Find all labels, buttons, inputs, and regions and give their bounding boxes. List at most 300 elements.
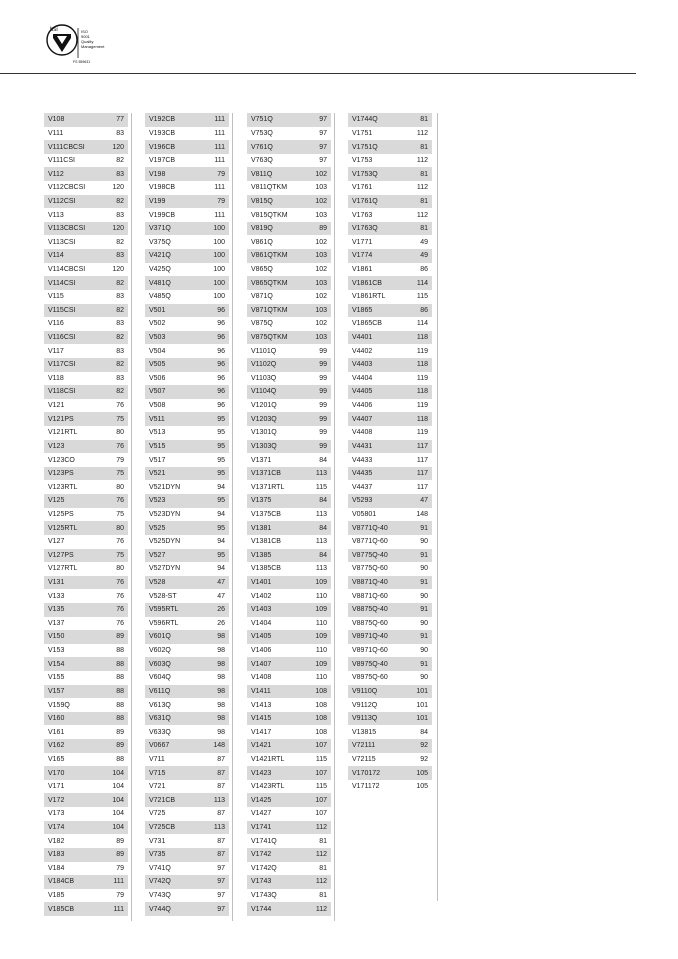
index-row: [348, 358, 432, 372]
product-code: V1415: [251, 715, 272, 723]
product-code: V185: [48, 892, 65, 900]
product-code: V113CBCSI: [48, 225, 86, 233]
page-number: 103: [315, 184, 327, 192]
page-number: 101: [416, 701, 428, 709]
index-row: [247, 644, 331, 658]
page-number: 75: [116, 510, 124, 518]
index-row: [44, 480, 128, 494]
index-row: [247, 508, 331, 522]
product-code: V111CBCSI: [48, 143, 85, 151]
page-number: 97: [217, 892, 225, 900]
index-row: [348, 549, 432, 563]
page-number: 109: [315, 633, 327, 641]
page-number: 83: [116, 129, 124, 137]
product-code: V631Q: [149, 715, 171, 723]
page-number: 79: [116, 892, 124, 900]
product-code: V528: [149, 579, 166, 587]
product-code: V170: [48, 769, 65, 777]
product-code: V8975Q-40: [352, 660, 388, 668]
page-number: 76: [116, 442, 124, 450]
index-row: [145, 644, 229, 658]
index-row: [247, 385, 331, 399]
page-number: 96: [217, 347, 225, 355]
product-code: V603Q: [149, 660, 171, 668]
page-number: 111: [214, 157, 225, 165]
product-code: V1417: [251, 728, 272, 736]
product-code: V1761Q: [352, 197, 378, 205]
index-row: [348, 630, 432, 644]
index-row: [44, 739, 128, 753]
index-row: [247, 902, 331, 916]
index-row: [44, 399, 128, 413]
page-number: 87: [217, 769, 225, 777]
index-row: [247, 848, 331, 862]
index-row: [247, 589, 331, 603]
index-row: [44, 821, 128, 835]
page-number: 90: [420, 647, 428, 655]
product-code: V527: [149, 551, 166, 559]
page-number: 99: [319, 374, 327, 382]
index-row: [348, 657, 432, 671]
index-row: [348, 671, 432, 685]
index-row: [44, 902, 128, 916]
index-row: [348, 208, 432, 222]
page-number: 95: [217, 497, 225, 505]
page-number: 98: [217, 728, 225, 736]
page-number: 97: [217, 878, 225, 886]
product-code: V114CBCSI: [48, 266, 86, 273]
index-row: [145, 698, 229, 712]
index-row: [145, 535, 229, 549]
index-row: [348, 617, 432, 631]
product-code: V721: [149, 783, 166, 791]
index-row: [348, 344, 432, 358]
product-code: V1375: [251, 497, 272, 505]
index-row: [145, 862, 229, 876]
page-number: 82: [116, 157, 124, 165]
product-code: V1405: [251, 633, 272, 641]
index-row: [247, 630, 331, 644]
product-code: V861Q: [251, 238, 273, 246]
product-code: V150: [48, 633, 65, 641]
page-number: 76: [116, 579, 124, 587]
index-row: [44, 848, 128, 862]
page-number: 118: [416, 334, 428, 342]
product-code: V72115: [352, 755, 376, 763]
index-row: [145, 766, 229, 780]
page-number: 92: [420, 742, 428, 750]
page-number: 118: [416, 415, 428, 423]
product-code: V72111: [352, 742, 376, 750]
index-row: [145, 834, 229, 848]
product-code: V113CSI: [48, 238, 76, 246]
page-number: 92: [420, 755, 428, 763]
product-code: V8771Q-40: [352, 524, 388, 532]
page-number: 110: [315, 674, 327, 682]
index-row: [247, 671, 331, 685]
index-row: [348, 181, 432, 195]
page-number: 76: [116, 538, 124, 546]
index-row: [44, 889, 128, 903]
page-number: 103: [315, 252, 327, 260]
index-row: [44, 113, 128, 127]
index-row: [44, 154, 128, 168]
page-number: 103: [315, 306, 327, 314]
product-code: V9110Q: [352, 687, 378, 695]
product-code: V115: [48, 293, 64, 301]
page-number: 113: [315, 538, 327, 546]
index-row: [145, 508, 229, 522]
header-rule: [0, 73, 636, 74]
svg-text:bsi: bsi: [50, 27, 58, 33]
index-row: [145, 181, 229, 195]
index-row: [145, 140, 229, 154]
index-row: [247, 113, 331, 127]
page-number: 87: [217, 851, 225, 859]
product-code: V125: [48, 497, 65, 505]
index-row: [247, 154, 331, 168]
index-row: [44, 167, 128, 181]
index-row: [247, 140, 331, 154]
page-number: 113: [315, 470, 327, 478]
product-code: V1742: [251, 851, 272, 859]
page-number: 113: [213, 796, 225, 804]
page-number: 100: [213, 238, 225, 246]
page-number: 81: [420, 116, 428, 124]
product-code: V4404: [352, 374, 373, 382]
product-code: V4405: [352, 388, 373, 396]
page-number: 80: [116, 483, 124, 491]
product-code: V116: [48, 320, 64, 328]
page-number: 97: [217, 905, 225, 913]
index-row: [44, 576, 128, 590]
page-number: 115: [315, 755, 327, 763]
index-row: [44, 331, 128, 345]
index-row: [145, 399, 229, 413]
index-row: [348, 263, 432, 277]
product-code: V121: [48, 402, 65, 410]
product-code: V601Q: [149, 633, 171, 641]
page-number: 88: [116, 647, 124, 655]
index-row: [247, 344, 331, 358]
product-code: V127RTL: [48, 565, 78, 573]
product-code: V118CSI: [48, 388, 76, 396]
product-code: V528-ST: [149, 592, 177, 600]
index-row: [247, 685, 331, 699]
page-number: 83: [116, 211, 124, 219]
product-code: V1408: [251, 674, 272, 682]
page-number: 100: [213, 279, 225, 287]
page-number: 75: [116, 551, 124, 559]
product-code: V0667: [149, 742, 170, 750]
page-number: 95: [217, 442, 225, 450]
page-number: 99: [319, 361, 327, 369]
page-number: 84: [319, 497, 327, 505]
product-code: V763Q: [251, 157, 273, 165]
index-row: [145, 589, 229, 603]
product-code: V161: [48, 728, 65, 736]
page-number: 98: [217, 687, 225, 695]
product-code: V485Q: [149, 293, 171, 301]
product-code: V1371RTL: [251, 483, 285, 491]
index-row: [44, 630, 128, 644]
page-number: 82: [116, 238, 124, 246]
page-number: 88: [116, 701, 124, 709]
index-row: [348, 331, 432, 345]
product-code: V114CSI: [48, 279, 76, 287]
product-code: V13815: [352, 728, 377, 736]
index-row: [44, 657, 128, 671]
page-number: 112: [416, 129, 428, 137]
product-code: V127: [48, 538, 65, 546]
page-number: 97: [319, 157, 327, 165]
page-number: 89: [116, 742, 124, 750]
index-row: [348, 195, 432, 209]
page-number: 109: [315, 660, 327, 668]
index-row: [247, 208, 331, 222]
column-divider: [334, 113, 335, 921]
page-number: 90: [420, 538, 428, 546]
product-code: V1301Q: [251, 429, 277, 437]
index-row: [247, 875, 331, 889]
page-number: 118: [416, 361, 428, 369]
page-number: 117: [416, 456, 428, 464]
product-code: V193CB: [149, 129, 176, 137]
page-number: 26: [217, 619, 225, 627]
index-row: [145, 902, 229, 916]
page-number: 102: [315, 170, 327, 178]
product-code: V173: [48, 810, 65, 818]
page-number: 83: [116, 170, 124, 178]
product-code: V604Q: [149, 674, 171, 682]
product-code: V8971Q-60: [352, 647, 388, 655]
index-row: [247, 739, 331, 753]
page-number: 100: [213, 293, 225, 301]
page-number: 111: [214, 211, 225, 219]
page-number: 120: [112, 184, 124, 192]
page-number: 81: [319, 837, 327, 845]
index-row: [247, 249, 331, 263]
product-code: V1402: [251, 592, 272, 600]
product-code: V111CSI: [48, 157, 75, 165]
product-code: V502: [149, 320, 166, 328]
page-number: 76: [116, 619, 124, 627]
bsi-logo: [45, 22, 115, 66]
index-row: [348, 508, 432, 522]
page-number: 102: [315, 293, 327, 301]
product-code: V871Q: [251, 293, 273, 301]
index-row: [247, 494, 331, 508]
column-divider: [437, 113, 438, 901]
page-number: 95: [217, 415, 225, 423]
product-code: V8875Q-40: [352, 606, 388, 614]
index-row: [247, 467, 331, 481]
page-number: 108: [315, 701, 327, 709]
product-code: V123: [48, 442, 65, 450]
page-number: 96: [217, 388, 225, 396]
product-code: V513: [149, 429, 166, 437]
product-code: V157: [48, 687, 65, 695]
product-code: V1751Q: [352, 143, 378, 151]
product-code: V182: [48, 837, 65, 845]
index-row: [44, 344, 128, 358]
column-divider: [232, 113, 233, 921]
index-row: [348, 290, 432, 304]
index-row: [44, 140, 128, 154]
index-row: [145, 712, 229, 726]
product-code: V5293: [352, 497, 373, 505]
product-code: V711: [149, 755, 165, 763]
index-row: [348, 480, 432, 494]
product-code: V1401: [251, 579, 272, 587]
page-number: 83: [116, 374, 124, 382]
page-number: 94: [217, 510, 225, 518]
index-row: [348, 685, 432, 699]
page-number: 87: [217, 755, 225, 763]
index-row: [247, 725, 331, 739]
page-number: 98: [217, 660, 225, 668]
index-row: [145, 576, 229, 590]
index-row: [247, 372, 331, 386]
product-code: V1753Q: [352, 170, 378, 178]
page-number: 115: [315, 483, 327, 491]
product-code: V595RTL: [149, 606, 179, 614]
index-row: [247, 276, 331, 290]
page-number: 86: [420, 266, 428, 273]
index-row: [44, 834, 128, 848]
page-number: 91: [420, 551, 428, 559]
page-number: 80: [116, 565, 124, 573]
product-code: V861QTKM: [251, 252, 288, 260]
page-number: 79: [116, 456, 124, 464]
product-code: V503: [149, 334, 166, 342]
product-code: V184: [48, 864, 65, 872]
product-code: V811Q: [251, 170, 273, 178]
product-code: V185CB: [48, 905, 75, 913]
index-row: [348, 535, 432, 549]
product-code: V192CB: [149, 116, 176, 124]
index-row: [145, 167, 229, 181]
product-code: V4402: [352, 347, 373, 355]
product-code: V123RTL: [48, 483, 78, 491]
index-row: [145, 412, 229, 426]
product-code: V4435: [352, 470, 373, 478]
page-number: 90: [420, 592, 428, 600]
product-code: V1743: [251, 878, 272, 886]
index-row: [348, 317, 432, 331]
product-code: V1101Q: [251, 347, 277, 355]
page-number: 107: [315, 769, 327, 777]
page-number: 77: [116, 116, 124, 124]
index-row: [247, 821, 331, 835]
index-row: [145, 521, 229, 535]
product-code: V197CB: [149, 157, 176, 165]
page-number: 105: [416, 783, 428, 791]
index-row: [145, 807, 229, 821]
index-row: [44, 222, 128, 236]
product-code: V1421RTL: [251, 755, 285, 763]
index-row: [348, 372, 432, 386]
product-code: V481Q: [149, 279, 171, 287]
index-row: [348, 725, 432, 739]
page-number: 80: [116, 524, 124, 532]
product-code: V811QTKM: [251, 184, 288, 192]
index-row: [44, 780, 128, 794]
product-code: V1741Q: [251, 837, 277, 845]
page-number: 102: [315, 197, 327, 205]
index-row: [145, 685, 229, 699]
index-row: [247, 535, 331, 549]
product-code: V1375CB: [251, 510, 281, 518]
index-row: [44, 793, 128, 807]
index-row: [145, 671, 229, 685]
page-number: 96: [217, 374, 225, 382]
index-row: [44, 453, 128, 467]
product-code: V199CB: [149, 211, 176, 219]
index-row: [348, 154, 432, 168]
index-row: [348, 276, 432, 290]
product-code: V613Q: [149, 701, 171, 709]
index-row: [247, 317, 331, 331]
index-row: [348, 780, 432, 794]
index-row: [247, 549, 331, 563]
product-code: V131: [48, 579, 65, 587]
product-code: V751Q: [251, 116, 273, 124]
product-code: V118: [48, 374, 64, 382]
product-code: V162: [48, 742, 65, 750]
index-row: [348, 766, 432, 780]
page-number: 101: [416, 715, 428, 723]
page-number: 118: [416, 388, 428, 396]
page-number: 83: [116, 320, 124, 328]
page-number: 117: [416, 483, 428, 491]
index-row: [247, 562, 331, 576]
index-row: [44, 290, 128, 304]
product-code: V1771: [352, 238, 373, 246]
product-code: V521: [149, 470, 166, 478]
index-row: [145, 739, 229, 753]
product-code: V125RTL: [48, 524, 78, 532]
page-number: 90: [420, 565, 428, 573]
index-row: [348, 603, 432, 617]
page-number: 94: [217, 565, 225, 573]
product-code: V1423RTL: [251, 783, 285, 791]
page-number: 79: [116, 864, 124, 872]
page-number: 82: [116, 361, 124, 369]
page-number: 97: [319, 143, 327, 151]
page-number: 88: [116, 755, 124, 763]
product-code: V183: [48, 851, 65, 859]
page-number: 95: [217, 470, 225, 478]
index-row: [145, 154, 229, 168]
product-code: V742Q: [149, 878, 171, 886]
product-code: V4433: [352, 456, 373, 464]
product-code: V1861RTL: [352, 293, 386, 301]
index-row: [247, 603, 331, 617]
index-row: [44, 862, 128, 876]
product-code: V1761: [352, 184, 373, 192]
page-number: 119: [416, 402, 428, 410]
index-row: [145, 113, 229, 127]
product-code: V1381: [251, 524, 272, 532]
index-row: [348, 644, 432, 658]
index-row: [44, 549, 128, 563]
page-number: 110: [315, 647, 327, 655]
page-number: 88: [116, 660, 124, 668]
page-number: 100: [213, 266, 225, 273]
page-number: 89: [319, 225, 327, 233]
index-row: [145, 208, 229, 222]
